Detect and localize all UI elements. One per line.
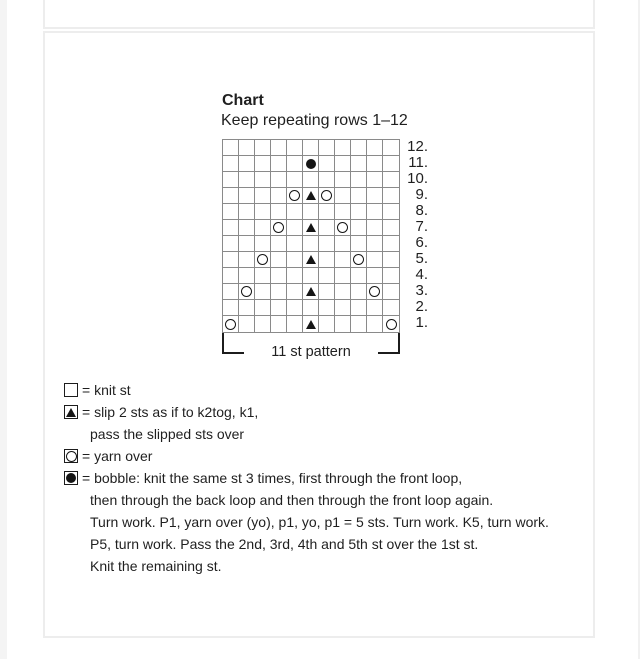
chart-cell xyxy=(351,300,367,316)
legend-line xyxy=(64,467,549,489)
chart-cell xyxy=(287,188,303,204)
chart-cell xyxy=(351,268,367,284)
chart-cell xyxy=(303,156,319,172)
yo-legend-icon xyxy=(64,449,78,463)
chart-cell xyxy=(351,252,367,268)
chart-cell xyxy=(271,220,287,236)
legend-text: = knit st xyxy=(82,382,131,398)
chart-cell xyxy=(223,220,239,236)
chart-cell xyxy=(239,140,255,156)
chart-cell xyxy=(335,188,351,204)
chart-cell xyxy=(351,204,367,220)
dec-symbol xyxy=(306,320,316,329)
chart-cell xyxy=(367,316,383,332)
chart-cell xyxy=(351,220,367,236)
row-label: 4. xyxy=(415,266,428,283)
chart-cell xyxy=(287,252,303,268)
chart-cell xyxy=(239,268,255,284)
chart-cell xyxy=(319,252,335,268)
chart-cell xyxy=(271,204,287,220)
bobble-symbol xyxy=(66,473,76,483)
chart-cell xyxy=(303,316,319,332)
chart-cell xyxy=(335,140,351,156)
legend-line xyxy=(64,489,549,511)
chart-cell xyxy=(335,220,351,236)
chart-cell xyxy=(271,268,287,284)
yo-symbol xyxy=(386,319,397,330)
chart-cell xyxy=(255,252,271,268)
row-label: 5. xyxy=(415,250,428,267)
chart-cell xyxy=(383,188,399,204)
yo-symbol xyxy=(225,319,236,330)
chart-cell xyxy=(255,316,271,332)
legend-text: then through the back loop and then through the front loop again. xyxy=(90,492,494,508)
chart-cell xyxy=(383,236,399,252)
chart-cell xyxy=(319,204,335,220)
chart-cell xyxy=(319,236,335,252)
legend-text: = yarn over xyxy=(82,448,153,464)
yo-symbol xyxy=(369,286,380,297)
chart-repeat-instruction: Keep repeating rows 1–12 xyxy=(221,112,408,129)
chart-cell xyxy=(223,156,239,172)
legend-text: P5, turn work. Pass the 2nd, 3rd, 4th and 5th st over the 1st st. xyxy=(90,536,479,552)
chart-cell xyxy=(351,188,367,204)
yo-symbol xyxy=(353,254,364,265)
chart-cell xyxy=(319,188,335,204)
chart-cell xyxy=(367,300,383,316)
chart-cell xyxy=(319,172,335,188)
chart-cell xyxy=(239,156,255,172)
chart-cell xyxy=(351,140,367,156)
chart-cell xyxy=(383,268,399,284)
chart-cell xyxy=(287,300,303,316)
bobble-symbol xyxy=(306,159,316,169)
legend-text: pass the slipped sts over xyxy=(90,426,245,442)
chart-cell xyxy=(239,284,255,300)
chart-cell xyxy=(335,172,351,188)
chart-cell xyxy=(223,172,239,188)
chart-cell xyxy=(287,172,303,188)
chart-title: Chart xyxy=(222,92,264,109)
chart-cell xyxy=(383,284,399,300)
chart-cell xyxy=(319,284,335,300)
chart-cell xyxy=(367,252,383,268)
chart-cell xyxy=(223,284,239,300)
chart-cell xyxy=(319,300,335,316)
chart-cell xyxy=(303,300,319,316)
chart-cell xyxy=(383,252,399,268)
chart-cell xyxy=(223,316,239,332)
chart-cell xyxy=(271,284,287,300)
chart-cell xyxy=(223,236,239,252)
chart-cell xyxy=(383,204,399,220)
chart-cell xyxy=(255,220,271,236)
legend-line xyxy=(64,555,549,577)
chart-cell xyxy=(271,316,287,332)
chart-cell xyxy=(319,316,335,332)
chart-cell xyxy=(287,284,303,300)
yo-symbol xyxy=(337,222,348,233)
dec-legend-icon xyxy=(64,405,78,419)
row-label: 10. xyxy=(407,170,428,187)
row-label: 11. xyxy=(408,154,428,171)
chart-cell xyxy=(351,284,367,300)
row-label: 2. xyxy=(415,298,428,315)
knit-legend-icon xyxy=(64,383,78,397)
chart-cell xyxy=(239,316,255,332)
yo-symbol xyxy=(241,286,252,297)
legend-text: Knit the remaining st. xyxy=(90,558,222,574)
row-label: 8. xyxy=(415,202,428,219)
row-label: 12. xyxy=(407,138,428,155)
knitting-chart-grid xyxy=(222,139,400,333)
chart-cell xyxy=(223,140,239,156)
dec-symbol xyxy=(306,223,316,232)
chart-cell xyxy=(271,252,287,268)
chart-cell xyxy=(239,204,255,220)
chart-cell xyxy=(271,140,287,156)
chart-cell xyxy=(239,172,255,188)
chart-cell xyxy=(367,284,383,300)
chart-cell xyxy=(383,220,399,236)
chart-cell xyxy=(303,268,319,284)
chart-cell xyxy=(255,236,271,252)
dec-symbol xyxy=(66,408,76,417)
chart-cell xyxy=(239,220,255,236)
chart-cell xyxy=(303,220,319,236)
chart-cell xyxy=(239,300,255,316)
pattern-repeat-label: 11 st pattern xyxy=(271,344,351,360)
chart-cell xyxy=(223,268,239,284)
chart-cell xyxy=(383,172,399,188)
chart-cell xyxy=(223,188,239,204)
chart-cell xyxy=(239,252,255,268)
chart-cell xyxy=(319,268,335,284)
legend-line xyxy=(64,533,549,555)
chart-cell xyxy=(319,140,335,156)
chart-cell xyxy=(367,140,383,156)
chart-cell xyxy=(383,316,399,332)
chart-cell xyxy=(255,284,271,300)
chart-cell xyxy=(335,252,351,268)
yo-symbol xyxy=(273,222,284,233)
legend-line xyxy=(64,511,549,533)
chart-cell xyxy=(303,188,319,204)
legend-line xyxy=(64,423,549,445)
chart-cell xyxy=(287,268,303,284)
dec-symbol xyxy=(306,287,316,296)
row-label: 7. xyxy=(415,218,428,235)
chart-cell xyxy=(367,188,383,204)
chart-cell xyxy=(223,204,239,220)
chart-cell xyxy=(271,300,287,316)
yo-symbol xyxy=(289,190,300,201)
chart-cell xyxy=(335,204,351,220)
legend-text: = slip 2 sts as if to k2tog, k1, xyxy=(82,404,259,420)
chart-cell xyxy=(287,236,303,252)
dec-symbol xyxy=(306,191,316,200)
chart-cell xyxy=(271,172,287,188)
chart-cell xyxy=(335,316,351,332)
yo-symbol xyxy=(66,451,77,462)
chart-cell xyxy=(303,140,319,156)
chart-cell xyxy=(367,268,383,284)
chart-cell xyxy=(367,172,383,188)
chart-cell xyxy=(367,220,383,236)
chart-cell xyxy=(383,140,399,156)
chart-cell xyxy=(351,172,367,188)
dec-symbol xyxy=(306,255,316,264)
chart-cell xyxy=(271,236,287,252)
chart-cell xyxy=(255,140,271,156)
viewport-left-edge xyxy=(0,0,7,659)
row-labels xyxy=(402,139,428,331)
chart-cell xyxy=(303,172,319,188)
legend-line xyxy=(64,445,549,467)
chart-cell xyxy=(351,156,367,172)
chart-cell xyxy=(255,156,271,172)
chart-cell xyxy=(223,252,239,268)
chart-cell xyxy=(383,300,399,316)
chart-cell xyxy=(271,156,287,172)
chart-cell xyxy=(303,236,319,252)
chart-cell xyxy=(303,284,319,300)
chart-cell xyxy=(287,204,303,220)
chart-cell xyxy=(287,220,303,236)
chart-cell xyxy=(255,172,271,188)
chart-cell xyxy=(351,236,367,252)
chart-cell xyxy=(367,156,383,172)
chart-cell xyxy=(223,300,239,316)
chart-cell xyxy=(287,140,303,156)
chart-cell xyxy=(351,316,367,332)
chart-cell xyxy=(303,204,319,220)
chart-cell xyxy=(255,268,271,284)
chart-cell xyxy=(335,236,351,252)
chart-cell xyxy=(367,236,383,252)
bobble-legend-icon xyxy=(64,471,78,485)
chart-cell xyxy=(255,188,271,204)
pattern-chart-card xyxy=(43,31,595,638)
legend xyxy=(64,379,549,577)
yo-symbol xyxy=(321,190,332,201)
legend-text: = bobble: knit the same st 3 times, first through the front loop, xyxy=(82,470,463,486)
previous-card-bottom xyxy=(43,0,595,29)
legend-line xyxy=(64,401,549,423)
chart-cell xyxy=(239,188,255,204)
yo-symbol xyxy=(257,254,268,265)
chart-cell xyxy=(255,204,271,220)
legend-text: Turn work. P1, yarn over (yo), p1, yo, p1 = 5 sts. Turn work. K5, turn work. xyxy=(90,514,549,530)
chart-cell xyxy=(271,188,287,204)
row-label: 1. xyxy=(415,314,428,331)
chart-cell xyxy=(335,300,351,316)
row-label: 9. xyxy=(415,186,428,203)
chart-cell xyxy=(383,156,399,172)
chart-cell xyxy=(287,316,303,332)
chart-cell xyxy=(319,156,335,172)
chart-cell xyxy=(319,220,335,236)
chart-cell xyxy=(303,252,319,268)
row-label: 3. xyxy=(415,282,428,299)
chart-cell xyxy=(367,204,383,220)
chart-cell xyxy=(239,236,255,252)
row-label: 6. xyxy=(415,234,428,251)
chart-cell xyxy=(287,156,303,172)
chart-cell xyxy=(335,268,351,284)
chart-cell xyxy=(335,156,351,172)
chart-cell xyxy=(335,284,351,300)
chart-cell xyxy=(255,300,271,316)
legend-line xyxy=(64,379,549,401)
